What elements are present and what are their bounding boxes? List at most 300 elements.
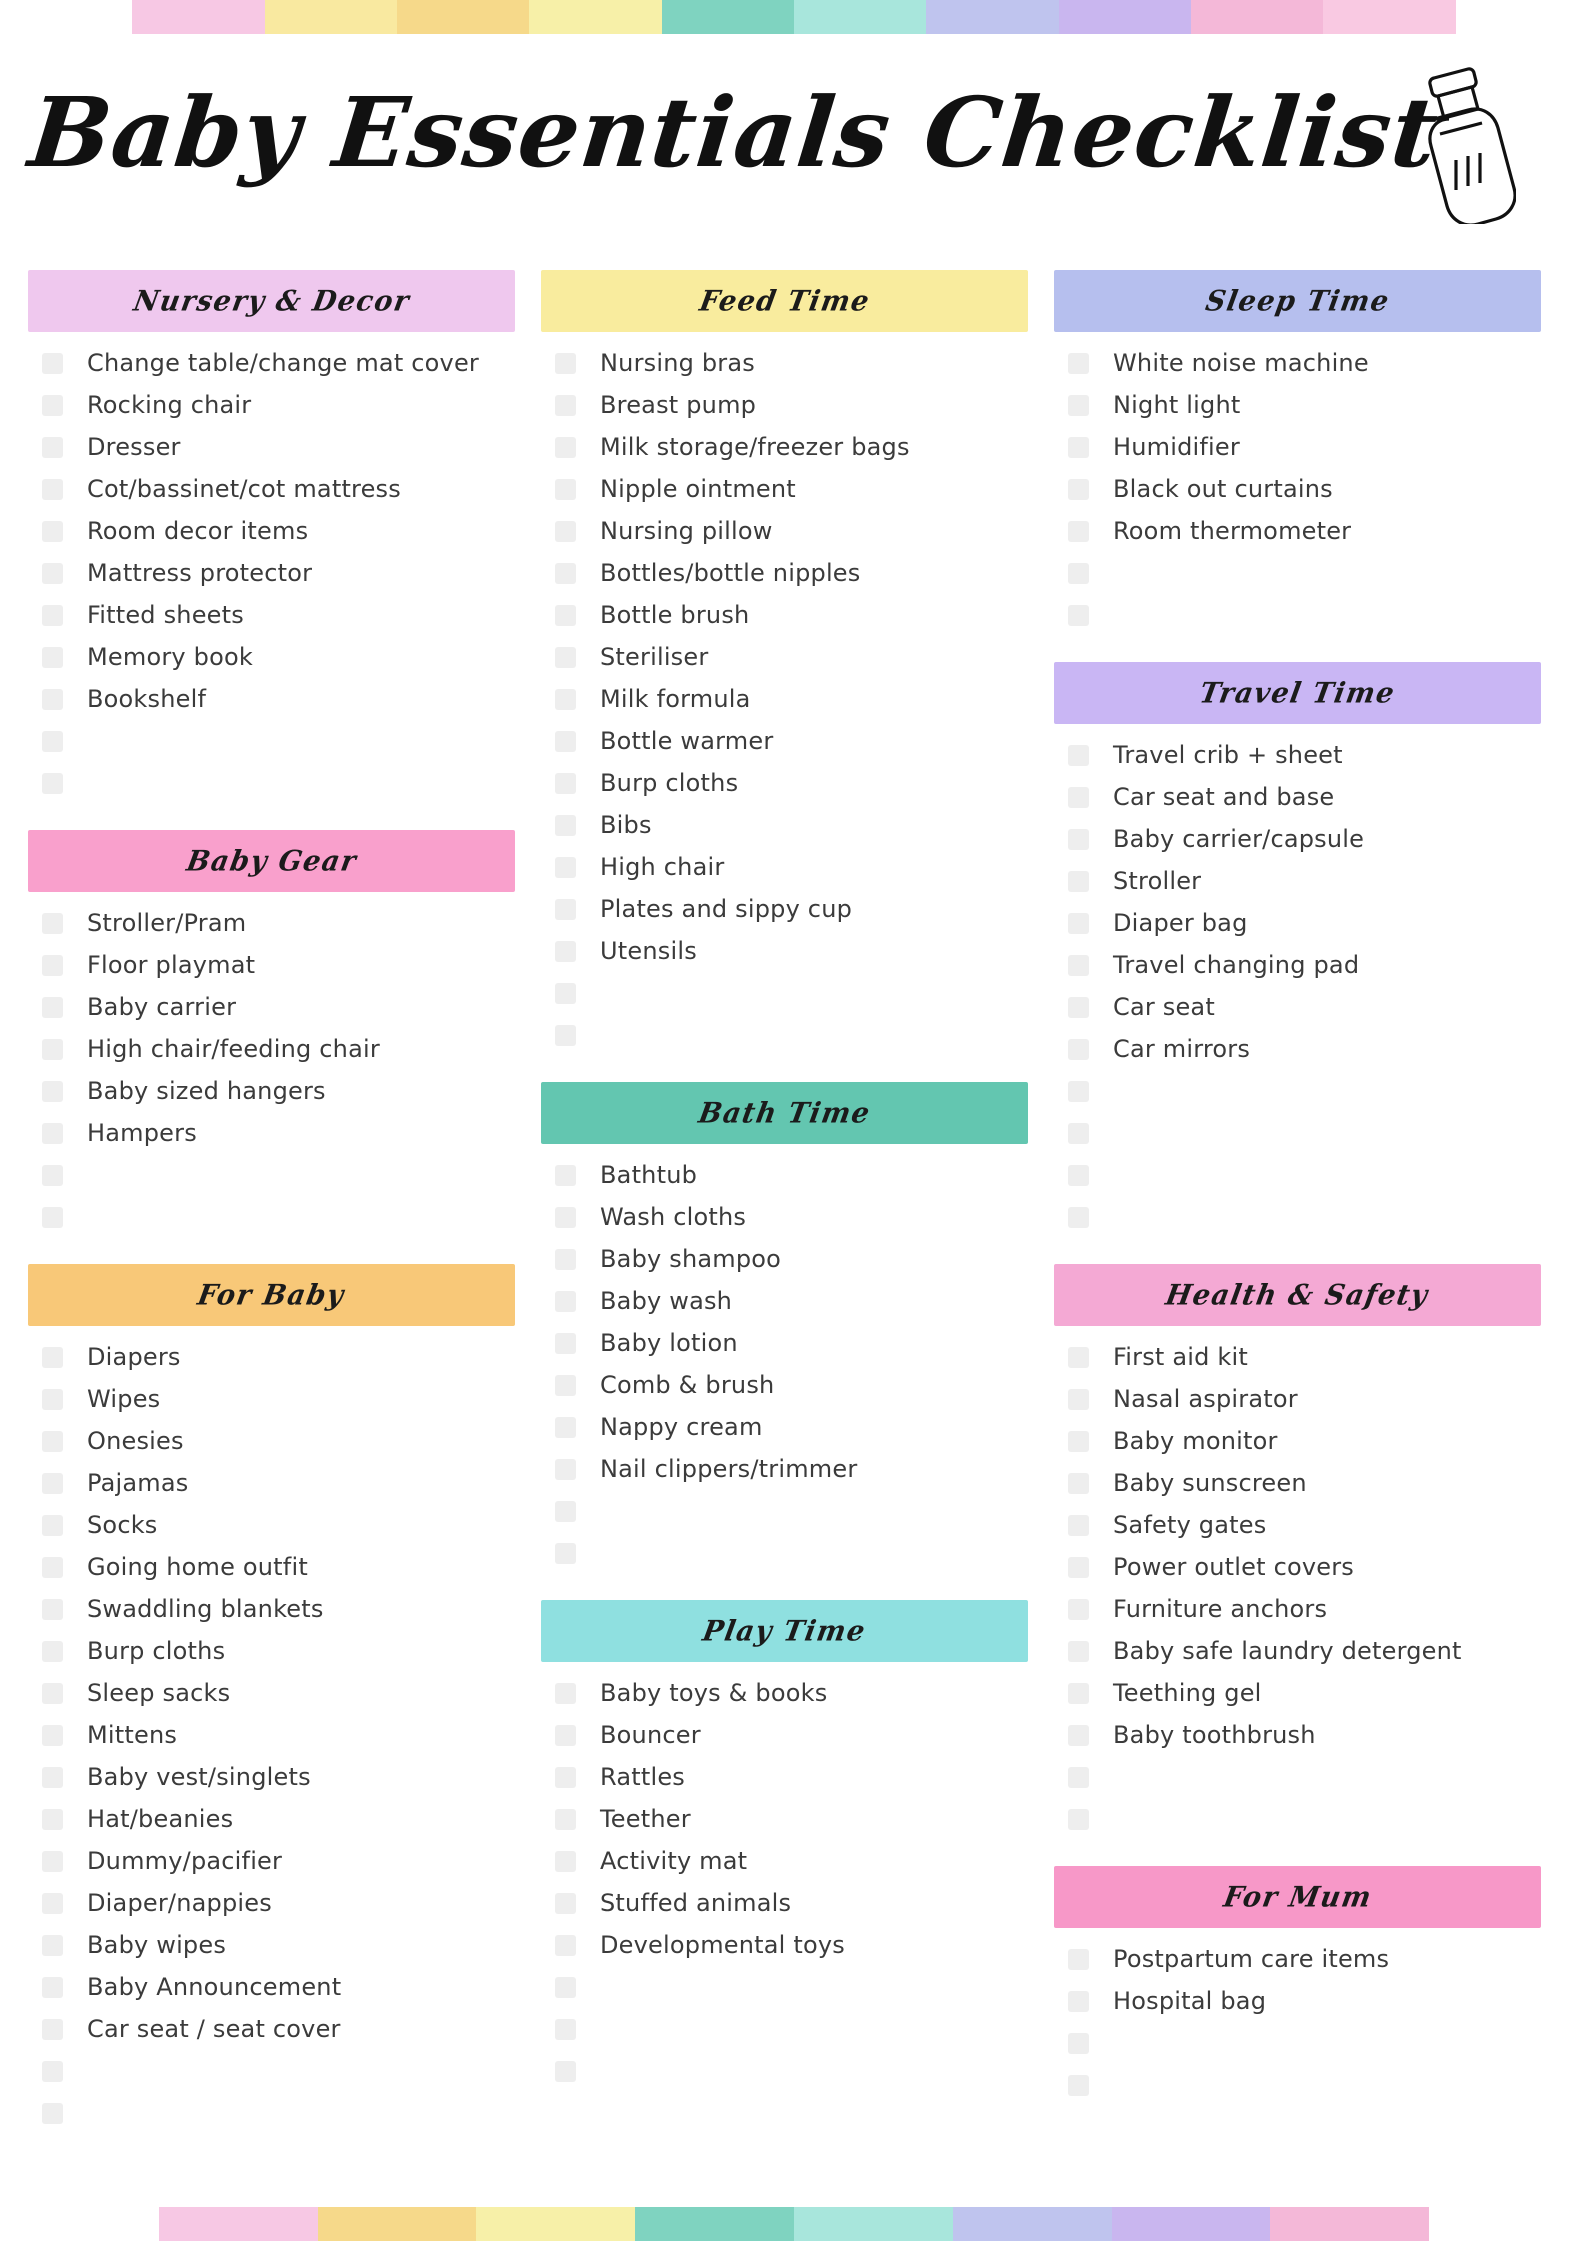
checklist-item[interactable] bbox=[1054, 860, 1541, 902]
checklist-item[interactable] bbox=[541, 2050, 1028, 2092]
checklist-columns bbox=[28, 270, 1560, 2200]
checkbox-icon[interactable] bbox=[555, 1417, 576, 1438]
checkbox-icon[interactable] bbox=[42, 913, 63, 934]
checklist-item-label: Milk storage/freezer bags bbox=[600, 433, 910, 461]
section-spacer bbox=[28, 804, 515, 830]
checklist-item-label: Mittens bbox=[87, 1721, 178, 1749]
checkbox-icon[interactable] bbox=[555, 353, 576, 374]
checklist-item[interactable] bbox=[28, 2008, 515, 2050]
checkbox-icon[interactable] bbox=[1068, 1767, 1089, 1788]
checklist-item-label: Nappy cream bbox=[600, 1413, 763, 1441]
checkbox-icon[interactable] bbox=[42, 437, 63, 458]
checklist-item[interactable] bbox=[541, 1966, 1028, 2008]
checkbox-icon[interactable] bbox=[42, 1515, 63, 1536]
checklist-section bbox=[28, 1264, 515, 2160]
checkbox-icon[interactable] bbox=[555, 941, 576, 962]
section-header bbox=[1054, 1866, 1541, 1928]
checklist-item[interactable] bbox=[541, 636, 1028, 678]
checkbox-icon[interactable] bbox=[1068, 563, 1089, 584]
checklist-item-label: Burp cloths bbox=[600, 769, 739, 797]
checkbox-icon[interactable] bbox=[1068, 1431, 1089, 1452]
checklist-item[interactable] bbox=[1054, 510, 1541, 552]
checklist-item[interactable] bbox=[1054, 384, 1541, 426]
checklist-item-label: Wipes bbox=[87, 1385, 161, 1413]
checklist-item[interactable] bbox=[28, 1154, 515, 1196]
section-spacer bbox=[1054, 636, 1541, 662]
checkbox-icon[interactable] bbox=[1068, 1389, 1089, 1410]
checklist-item[interactable] bbox=[541, 930, 1028, 972]
checkbox-icon[interactable] bbox=[42, 521, 63, 542]
checklist-item[interactable] bbox=[1054, 1588, 1541, 1630]
checkbox-icon[interactable] bbox=[555, 563, 576, 584]
checklist-item-label: Baby sized hangers bbox=[87, 1077, 326, 1105]
section-item-list bbox=[541, 1672, 1028, 2092]
checkbox-icon[interactable] bbox=[555, 1725, 576, 1746]
checklist-item[interactable] bbox=[1054, 1938, 1541, 1980]
stripe-segment bbox=[0, 0, 132, 34]
checkbox-icon[interactable] bbox=[1068, 997, 1089, 1018]
checkbox-icon[interactable] bbox=[42, 647, 63, 668]
checklist-item-label: Diaper/nappies bbox=[87, 1889, 272, 1917]
checklist-item[interactable] bbox=[1054, 1630, 1541, 1672]
checkbox-icon[interactable] bbox=[1068, 2033, 1089, 2054]
checklist-item[interactable] bbox=[1054, 1070, 1541, 1112]
checkbox-icon[interactable] bbox=[1068, 1683, 1089, 1704]
checkbox-icon[interactable] bbox=[555, 1977, 576, 1998]
checklist-item[interactable] bbox=[28, 1714, 515, 1756]
checklist-item[interactable] bbox=[1054, 1028, 1541, 1070]
checkbox-icon[interactable] bbox=[555, 605, 576, 626]
checklist-item[interactable] bbox=[541, 1882, 1028, 1924]
checkbox-icon[interactable] bbox=[555, 437, 576, 458]
title-area bbox=[0, 34, 1588, 264]
checkbox-icon[interactable] bbox=[555, 1543, 576, 1564]
checkbox-icon[interactable] bbox=[555, 1809, 576, 1830]
checklist-item[interactable] bbox=[1054, 2064, 1541, 2106]
checklist-item-label: Stroller/Pram bbox=[87, 909, 247, 937]
checkbox-icon[interactable] bbox=[42, 1893, 63, 1914]
checklist-item[interactable] bbox=[28, 1798, 515, 1840]
checklist-item-label: Humidifier bbox=[1113, 433, 1240, 461]
checklist-item-label: Baby vest/singlets bbox=[87, 1763, 311, 1791]
section-header bbox=[1054, 662, 1541, 724]
checklist-item[interactable] bbox=[28, 720, 515, 762]
checkbox-icon[interactable] bbox=[1068, 1557, 1089, 1578]
checklist-item[interactable] bbox=[28, 1924, 515, 1966]
checklist-item-label: Hat/beanies bbox=[87, 1805, 234, 1833]
checkbox-icon[interactable] bbox=[555, 1683, 576, 1704]
checklist-item[interactable] bbox=[541, 1364, 1028, 1406]
checkbox-icon[interactable] bbox=[555, 731, 576, 752]
checklist-item[interactable] bbox=[28, 468, 515, 510]
checklist-item[interactable] bbox=[1054, 2022, 1541, 2064]
checklist-item[interactable] bbox=[1054, 902, 1541, 944]
checkbox-icon[interactable] bbox=[1068, 1515, 1089, 1536]
checkbox-icon[interactable] bbox=[555, 1767, 576, 1788]
checklist-item-label: Developmental toys bbox=[600, 1931, 845, 1959]
checkbox-icon[interactable] bbox=[42, 689, 63, 710]
checklist-item[interactable] bbox=[28, 1546, 515, 1588]
checklist-item[interactable] bbox=[28, 426, 515, 468]
checklist-item[interactable] bbox=[541, 2008, 1028, 2050]
checklist-item-label: Dummy/pacifier bbox=[87, 1847, 283, 1875]
checklist-item[interactable] bbox=[541, 1196, 1028, 1238]
checklist-item[interactable] bbox=[28, 1028, 515, 1070]
checklist-item[interactable] bbox=[28, 762, 515, 804]
checklist-item[interactable] bbox=[1054, 1756, 1541, 1798]
checkbox-icon[interactable] bbox=[1068, 353, 1089, 374]
checkbox-icon[interactable] bbox=[42, 1599, 63, 1620]
checklist-item[interactable] bbox=[28, 1504, 515, 1546]
checklist-item-label: High chair/feeding chair bbox=[87, 1035, 380, 1063]
checklist-item[interactable] bbox=[541, 1238, 1028, 1280]
checkbox-icon[interactable] bbox=[1068, 1725, 1089, 1746]
checkbox-icon[interactable] bbox=[1068, 1473, 1089, 1494]
checklist-item-label: Swaddling blankets bbox=[87, 1595, 324, 1623]
checkbox-icon[interactable] bbox=[1068, 1081, 1089, 1102]
checkbox-icon[interactable] bbox=[555, 1501, 576, 1522]
checklist-section bbox=[28, 270, 515, 830]
checkbox-icon[interactable] bbox=[1068, 955, 1089, 976]
checkbox-icon[interactable] bbox=[42, 1039, 63, 1060]
checkbox-icon[interactable] bbox=[1068, 1641, 1089, 1662]
checkbox-icon[interactable] bbox=[42, 1935, 63, 1956]
checkbox-icon[interactable] bbox=[42, 1123, 63, 1144]
checklist-item[interactable] bbox=[541, 720, 1028, 762]
checklist-item[interactable] bbox=[541, 1322, 1028, 1364]
checkbox-icon[interactable] bbox=[1068, 1599, 1089, 1620]
checkbox-icon[interactable] bbox=[555, 1207, 576, 1228]
checklist-item[interactable] bbox=[1054, 1112, 1541, 1154]
checkbox-icon[interactable] bbox=[1068, 829, 1089, 850]
checkbox-icon[interactable] bbox=[1068, 1949, 1089, 1970]
checklist-item[interactable] bbox=[1054, 468, 1541, 510]
checkbox-icon[interactable] bbox=[42, 353, 63, 374]
checklist-item-label: Car seat / seat cover bbox=[87, 2015, 341, 2043]
checkbox-icon[interactable] bbox=[1068, 479, 1089, 500]
checkbox-icon[interactable] bbox=[42, 2103, 63, 2124]
checkbox-icon[interactable] bbox=[42, 731, 63, 752]
checklist-item[interactable] bbox=[1054, 776, 1541, 818]
checkbox-icon[interactable] bbox=[555, 815, 576, 836]
checkbox-icon[interactable] bbox=[1068, 605, 1089, 626]
checkbox-icon[interactable] bbox=[42, 1977, 63, 1998]
checkbox-icon[interactable] bbox=[42, 1725, 63, 1746]
checkbox-icon[interactable] bbox=[555, 983, 576, 1004]
checklist-item[interactable] bbox=[1054, 1154, 1541, 1196]
checkbox-icon[interactable] bbox=[42, 1851, 63, 1872]
stripe-segment bbox=[1191, 0, 1323, 34]
section-item-list bbox=[541, 342, 1028, 1056]
checklist-item[interactable] bbox=[541, 1154, 1028, 1196]
checkbox-icon[interactable] bbox=[42, 563, 63, 584]
checklist-item[interactable] bbox=[28, 1070, 515, 1112]
checkbox-icon[interactable] bbox=[1068, 913, 1089, 934]
section-item-list bbox=[28, 1336, 515, 2134]
checkbox-icon[interactable] bbox=[555, 1249, 576, 1270]
checklist-item[interactable] bbox=[1054, 1714, 1541, 1756]
checkbox-icon[interactable] bbox=[555, 395, 576, 416]
checkbox-icon[interactable] bbox=[1068, 871, 1089, 892]
section-spacer bbox=[28, 1238, 515, 1264]
checklist-item[interactable] bbox=[541, 552, 1028, 594]
checklist-item[interactable] bbox=[1054, 1420, 1541, 1462]
checkbox-icon[interactable] bbox=[555, 2019, 576, 2040]
checkbox-icon[interactable] bbox=[555, 1333, 576, 1354]
checkbox-icon[interactable] bbox=[42, 1165, 63, 1186]
checklist-item[interactable] bbox=[1054, 1672, 1541, 1714]
checklist-item[interactable] bbox=[541, 384, 1028, 426]
checklist-item-label: Baby shampoo bbox=[600, 1245, 782, 1273]
checkbox-icon[interactable] bbox=[42, 1767, 63, 1788]
checkbox-icon[interactable] bbox=[555, 1025, 576, 1046]
checklist-item-label: Furniture anchors bbox=[1113, 1595, 1328, 1623]
checkbox-icon[interactable] bbox=[555, 899, 576, 920]
checklist-item[interactable] bbox=[1054, 1980, 1541, 2022]
checklist-item-label: Wash cloths bbox=[600, 1203, 747, 1231]
checklist-item-label: Bookshelf bbox=[87, 685, 207, 713]
checklist-item[interactable] bbox=[541, 888, 1028, 930]
checkbox-icon[interactable] bbox=[42, 1431, 63, 1452]
checklist-section bbox=[1054, 1866, 1541, 2132]
checkbox-icon[interactable] bbox=[555, 2061, 576, 2082]
checklist-item[interactable] bbox=[28, 2050, 515, 2092]
checklist-item[interactable] bbox=[541, 426, 1028, 468]
checklist-item[interactable] bbox=[541, 846, 1028, 888]
checklist-item-label: Baby monitor bbox=[1113, 1427, 1278, 1455]
checklist-item[interactable] bbox=[541, 1014, 1028, 1056]
checkbox-icon[interactable] bbox=[42, 395, 63, 416]
section-spacer bbox=[1054, 2106, 1541, 2132]
checklist-item[interactable] bbox=[541, 342, 1028, 384]
checklist-item[interactable] bbox=[541, 1714, 1028, 1756]
checklist-item-label: Teether bbox=[600, 1805, 691, 1833]
checkbox-icon[interactable] bbox=[555, 647, 576, 668]
checklist-item[interactable] bbox=[541, 678, 1028, 720]
checklist-item[interactable] bbox=[28, 986, 515, 1028]
checkbox-icon[interactable] bbox=[1068, 521, 1089, 542]
checklist-item[interactable] bbox=[1054, 986, 1541, 1028]
checklist-item[interactable] bbox=[28, 1196, 515, 1238]
checkbox-icon[interactable] bbox=[555, 1935, 576, 1956]
checkbox-icon[interactable] bbox=[1068, 1123, 1089, 1144]
stripe-segment bbox=[794, 0, 926, 34]
checklist-item-label: Fitted sheets bbox=[87, 601, 244, 629]
checklist-item[interactable] bbox=[1054, 1504, 1541, 1546]
checklist-item[interactable] bbox=[541, 1924, 1028, 1966]
section-header bbox=[541, 270, 1028, 332]
checkbox-icon[interactable] bbox=[555, 773, 576, 794]
checklist-item[interactable] bbox=[1054, 594, 1541, 636]
checklist-section bbox=[541, 270, 1028, 1082]
checkbox-icon[interactable] bbox=[555, 1459, 576, 1480]
checkbox-icon[interactable] bbox=[42, 1809, 63, 1830]
section-title: Play Time bbox=[700, 1614, 869, 1648]
checklist-item[interactable] bbox=[1054, 552, 1541, 594]
checklist-item[interactable] bbox=[1054, 734, 1541, 776]
checkbox-icon[interactable] bbox=[42, 1473, 63, 1494]
checklist-item[interactable] bbox=[541, 1672, 1028, 1714]
checkbox-icon[interactable] bbox=[42, 1207, 63, 1228]
checklist-item[interactable] bbox=[28, 1378, 515, 1420]
section-header bbox=[28, 270, 515, 332]
section-title: For Baby bbox=[195, 1278, 348, 1312]
checklist-item-label: Socks bbox=[87, 1511, 158, 1539]
checklist-item[interactable] bbox=[28, 552, 515, 594]
checkbox-icon[interactable] bbox=[1068, 1991, 1089, 2012]
checklist-item[interactable] bbox=[1054, 1196, 1541, 1238]
baby-bottle-icon bbox=[1376, 64, 1516, 224]
section-title: For Mum bbox=[1220, 1880, 1375, 1914]
checkbox-icon[interactable] bbox=[555, 479, 576, 500]
checkbox-icon[interactable] bbox=[42, 773, 63, 794]
checkbox-icon[interactable] bbox=[1068, 437, 1089, 458]
checklist-item-label: Hospital bag bbox=[1113, 1987, 1267, 2015]
checklist-item[interactable] bbox=[28, 902, 515, 944]
checklist-item[interactable] bbox=[541, 1490, 1028, 1532]
checkbox-icon[interactable] bbox=[555, 1893, 576, 1914]
checklist-section bbox=[1054, 270, 1541, 662]
checkbox-icon[interactable] bbox=[1068, 1207, 1089, 1228]
checklist-item[interactable] bbox=[1054, 944, 1541, 986]
section-item-list bbox=[1054, 1938, 1541, 2106]
stripe-segment bbox=[953, 2207, 1112, 2241]
section-item-list bbox=[1054, 342, 1541, 636]
checklist-item[interactable] bbox=[28, 384, 515, 426]
checklist-item[interactable] bbox=[541, 1798, 1028, 1840]
checkbox-icon[interactable] bbox=[555, 1851, 576, 1872]
checklist-item[interactable] bbox=[28, 944, 515, 986]
checklist-item-label: Room decor items bbox=[87, 517, 309, 545]
checklist-item[interactable] bbox=[1054, 342, 1541, 384]
checklist-item-label: Black out curtains bbox=[1113, 475, 1333, 503]
checklist-item[interactable] bbox=[28, 1882, 515, 1924]
checklist-item[interactable] bbox=[541, 1280, 1028, 1322]
stripe-segment bbox=[1059, 0, 1191, 34]
checklist-item[interactable] bbox=[1054, 1336, 1541, 1378]
checklist-item[interactable] bbox=[28, 1336, 515, 1378]
stripe-segment bbox=[132, 0, 264, 34]
checklist-item-label: Going home outfit bbox=[87, 1553, 308, 1581]
checkbox-icon[interactable] bbox=[42, 997, 63, 1018]
checklist-item-label: Nursing pillow bbox=[600, 517, 773, 545]
checkbox-icon[interactable] bbox=[555, 521, 576, 542]
checklist-item-label: Change table/change mat cover bbox=[87, 349, 479, 377]
checklist-item-label: Nail clippers/trimmer bbox=[600, 1455, 858, 1483]
stripe-segment bbox=[265, 0, 397, 34]
checklist-item[interactable] bbox=[541, 804, 1028, 846]
checklist-item[interactable] bbox=[541, 1406, 1028, 1448]
checklist-item[interactable] bbox=[1054, 1378, 1541, 1420]
checkbox-icon[interactable] bbox=[555, 689, 576, 710]
checklist-item[interactable] bbox=[28, 1756, 515, 1798]
checklist-item[interactable] bbox=[28, 2092, 515, 2134]
checklist-item-label: Rattles bbox=[600, 1763, 686, 1791]
checklist-item[interactable] bbox=[28, 1420, 515, 1462]
checklist-item[interactable] bbox=[541, 1756, 1028, 1798]
checklist-section bbox=[1054, 662, 1541, 1264]
checklist-item-label: Teething gel bbox=[1113, 1679, 1262, 1707]
checkbox-icon[interactable] bbox=[1068, 787, 1089, 808]
checklist-item[interactable] bbox=[541, 972, 1028, 1014]
checkbox-icon[interactable] bbox=[42, 1641, 63, 1662]
checklist-column bbox=[28, 270, 515, 2200]
checklist-item[interactable] bbox=[28, 1966, 515, 2008]
checklist-item[interactable] bbox=[1054, 818, 1541, 860]
checkbox-icon[interactable] bbox=[555, 1375, 576, 1396]
checkbox-icon[interactable] bbox=[42, 1347, 63, 1368]
checkbox-icon[interactable] bbox=[42, 955, 63, 976]
checkbox-icon[interactable] bbox=[42, 1557, 63, 1578]
stripe-segment bbox=[1112, 2207, 1271, 2241]
section-spacer bbox=[1054, 1840, 1541, 1866]
checklist-section bbox=[1054, 1264, 1541, 1866]
checkbox-icon[interactable] bbox=[555, 857, 576, 878]
checklist-item[interactable] bbox=[28, 1672, 515, 1714]
checklist-item[interactable] bbox=[541, 762, 1028, 804]
checkbox-icon[interactable] bbox=[1068, 745, 1089, 766]
checkbox-icon[interactable] bbox=[1068, 1809, 1089, 1830]
checkbox-icon[interactable] bbox=[42, 2061, 63, 2082]
checklist-item[interactable] bbox=[1054, 1798, 1541, 1840]
checklist-item[interactable] bbox=[28, 510, 515, 552]
checklist-item-label: Mattress protector bbox=[87, 559, 313, 587]
checkbox-icon[interactable] bbox=[42, 1081, 63, 1102]
checkbox-icon[interactable] bbox=[42, 479, 63, 500]
checklist-item[interactable] bbox=[1054, 426, 1541, 468]
checklist-item[interactable] bbox=[541, 468, 1028, 510]
checkbox-icon[interactable] bbox=[42, 605, 63, 626]
bottom-color-stripe bbox=[0, 2207, 1588, 2241]
checklist-item[interactable] bbox=[28, 1630, 515, 1672]
checklist-item[interactable] bbox=[541, 1532, 1028, 1574]
checkbox-icon[interactable] bbox=[42, 1389, 63, 1410]
checklist-item[interactable] bbox=[28, 594, 515, 636]
checkbox-icon[interactable] bbox=[42, 1683, 63, 1704]
section-title: Feed Time bbox=[696, 284, 873, 318]
checkbox-icon[interactable] bbox=[555, 1291, 576, 1312]
checklist-item[interactable] bbox=[28, 1840, 515, 1882]
checklist-item-label: Bathtub bbox=[600, 1161, 698, 1189]
checklist-item[interactable] bbox=[28, 1462, 515, 1504]
checkbox-icon[interactable] bbox=[555, 1165, 576, 1186]
checklist-item[interactable] bbox=[28, 1112, 515, 1154]
checklist-item[interactable] bbox=[541, 1448, 1028, 1490]
checklist-item-label: Travel crib + sheet bbox=[1113, 741, 1343, 769]
section-header bbox=[541, 1600, 1028, 1662]
checklist-item[interactable] bbox=[541, 594, 1028, 636]
checklist-item-label: Night light bbox=[1113, 391, 1241, 419]
checklist-item[interactable] bbox=[1054, 1462, 1541, 1504]
checklist-item[interactable] bbox=[1054, 1546, 1541, 1588]
checklist-item-label: Baby toothbrush bbox=[1113, 1721, 1316, 1749]
checkbox-icon[interactable] bbox=[1068, 2075, 1089, 2096]
checklist-item[interactable] bbox=[28, 1588, 515, 1630]
checkbox-icon[interactable] bbox=[1068, 1165, 1089, 1186]
checklist-item[interactable] bbox=[541, 510, 1028, 552]
checklist-item[interactable] bbox=[541, 1840, 1028, 1882]
checkbox-icon[interactable] bbox=[1068, 395, 1089, 416]
checkbox-icon[interactable] bbox=[1068, 1347, 1089, 1368]
checklist-item-label: Dresser bbox=[87, 433, 181, 461]
checklist-item[interactable] bbox=[28, 678, 515, 720]
checklist-item[interactable] bbox=[28, 342, 515, 384]
checkbox-icon[interactable] bbox=[1068, 1039, 1089, 1060]
checklist-item[interactable] bbox=[28, 636, 515, 678]
section-item-list bbox=[1054, 734, 1541, 1238]
checkbox-icon[interactable] bbox=[42, 2019, 63, 2040]
checklist-item-label: Power outlet covers bbox=[1113, 1553, 1354, 1581]
